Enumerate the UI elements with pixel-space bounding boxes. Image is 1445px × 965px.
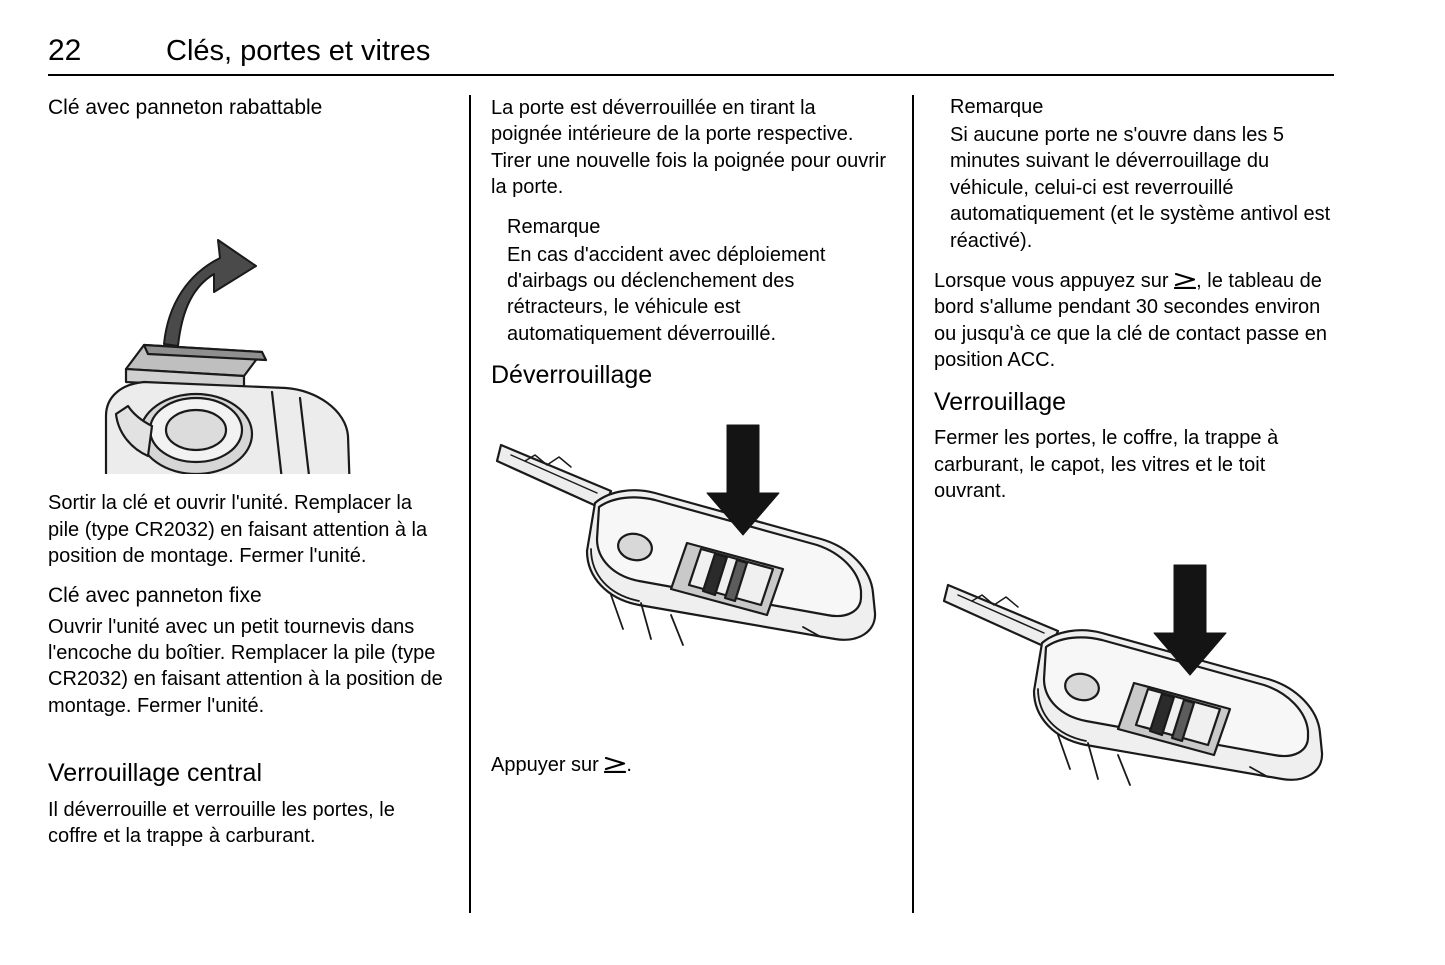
caption-press-unlock bbox=[491, 752, 891, 778]
note-body: Si aucune porte ne s'ouvre dans les 5 minutes suivant le déverrouillage du véhicule, celui-ci est reverrouillé automatiquement (et le système antivol est réactivé). bbox=[950, 124, 1331, 252]
caption-text-prefix: Appuyer sur bbox=[491, 753, 605, 776]
column-divider-2 bbox=[891, 95, 934, 920]
column-2 bbox=[491, 95, 891, 920]
paragraph-replace-battery-fixed: Ouvrir l'unité avec un petit tournevis dans l'encoche du boîtier. Remplacer la pile (type CR2032) en faisant attention à la position de montage. Fermer l'unité. bbox=[48, 615, 443, 717]
note-airbag-unlock bbox=[507, 215, 891, 348]
caption-text-suffix: . bbox=[626, 753, 632, 776]
note-body: En cas d'accident avec déploiement d'airbags ou déclenchement des rétracteurs, le véhicule est automatiquement déverrouillé. bbox=[507, 243, 826, 345]
note-title: Remarque bbox=[950, 96, 1044, 118]
paragraph-instrument-panel-illumination bbox=[934, 268, 1334, 374]
unlock-key-symbol-icon bbox=[604, 756, 626, 773]
content-columns bbox=[48, 95, 1334, 920]
paragraph-text-part1: Lorsque vous appuyez sur bbox=[934, 269, 1175, 292]
figure-remote-lock bbox=[934, 518, 1334, 836]
note-title: Remarque bbox=[507, 215, 601, 238]
heading-key-fixed-blade: Clé avec panneton fixe bbox=[48, 584, 262, 608]
page-header bbox=[48, 34, 1334, 76]
column-3 bbox=[934, 95, 1334, 920]
paragraph-central-locking: Il déverrouille et verrouille les portes, le coffre et la trappe à carburant. bbox=[48, 798, 395, 848]
page-number: 22 bbox=[48, 34, 82, 67]
heading-central-locking: Verrouillage central bbox=[48, 759, 263, 788]
paragraph-replace-battery-folding: Sortir la clé et ouvrir l'unité. Remplacer la pile (type CR2032) en faisant attention à la position de montage. Fermer l'unité. bbox=[48, 492, 428, 567]
heading-key-folding-blade: Clé avec panneton rabattable bbox=[48, 96, 323, 119]
heading-unlocking: Déverrouillage bbox=[491, 361, 653, 390]
figure-remote-unlock bbox=[491, 399, 891, 736]
paragraph-door-unlock-handle: La porte est déverrouillée en tirant la poignée intérieure de la porte respective. Tirer une nouvelle fois la poignée pour ouvrir la porte. bbox=[491, 97, 887, 199]
page-title: Clés, portes et vitres bbox=[166, 35, 431, 67]
column-1 bbox=[48, 95, 448, 920]
heading-locking: Verrouillage bbox=[934, 387, 1067, 416]
note-auto-relock bbox=[950, 95, 1334, 254]
paragraph-close-all: Fermer les portes, le coffre, la trappe à carburant, le capot, les vitres et le toit ouvrant. bbox=[934, 427, 1279, 503]
figure-key-battery bbox=[48, 126, 448, 474]
unlock-key-symbol-icon bbox=[1174, 272, 1196, 289]
paragraph-text-part2: , le tableau de bord s'allume pendant 30 secondes environ ou jusqu'à ce que la clé de contact passe en position ACC. bbox=[934, 269, 1327, 372]
column-divider-1 bbox=[448, 95, 491, 920]
